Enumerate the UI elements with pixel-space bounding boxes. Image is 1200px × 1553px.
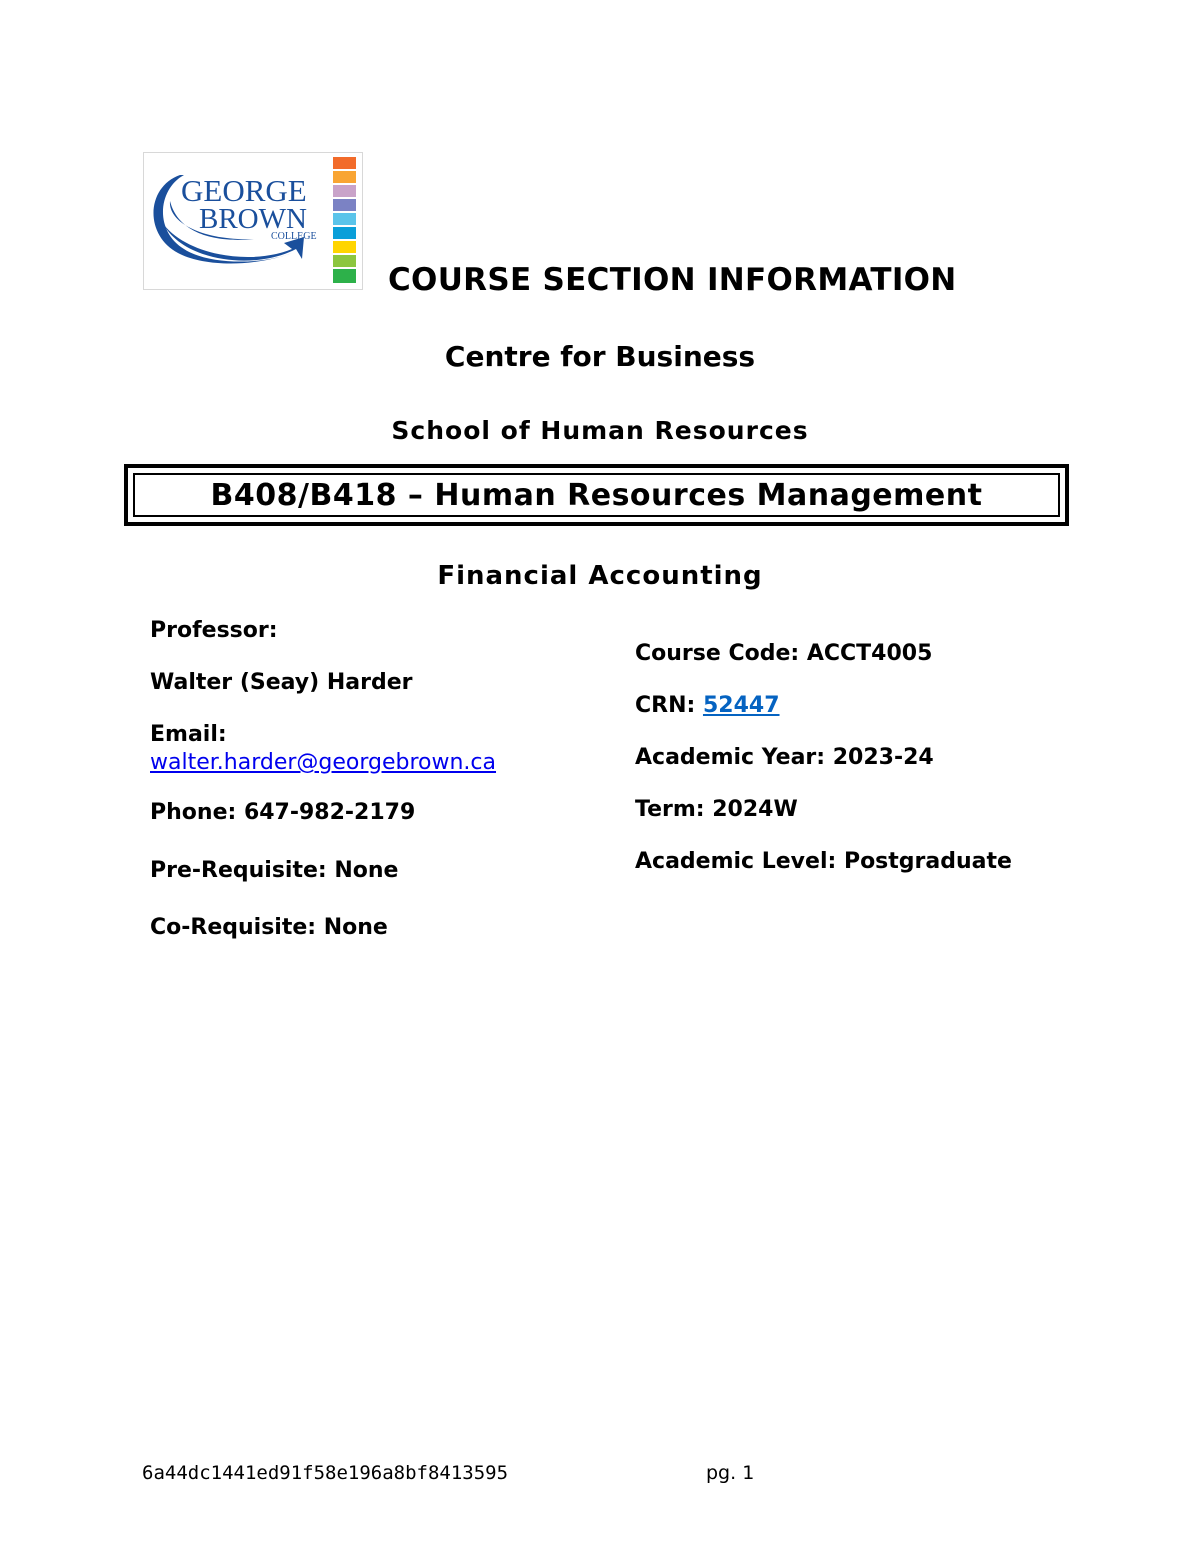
term-field: Term: 2024W bbox=[635, 797, 798, 822]
document-id: 6a44dc1441ed91f58e196a8bf8413595 bbox=[142, 1462, 509, 1484]
logo-color-stripes bbox=[333, 157, 356, 283]
prerequisite-field: Pre-Requisite: None bbox=[150, 858, 399, 883]
page-number: pg. 1 bbox=[706, 1462, 755, 1484]
crn-label: CRN: bbox=[635, 693, 703, 718]
subject-title: Financial Accounting bbox=[437, 561, 763, 591]
course-code-field: Course Code: ACCT4005 bbox=[635, 641, 933, 666]
course-title: B408/B418 – Human Resources Management bbox=[210, 477, 983, 513]
centre-title: Centre for Business bbox=[444, 340, 756, 373]
logo-text-brown: BROWN bbox=[199, 203, 307, 235]
logo-text-college: COLLEGE bbox=[271, 231, 317, 242]
george-brown-logo bbox=[143, 152, 363, 290]
email-label: Email: bbox=[150, 722, 227, 747]
email-link[interactable]: walter.harder@georgebrown.ca bbox=[150, 750, 497, 775]
crn-link[interactable]: 52447 bbox=[702, 693, 780, 718]
professor-label: Professor: bbox=[150, 618, 278, 643]
course-section-title: COURSE SECTION INFORMATION bbox=[388, 262, 957, 298]
academic-year-field: Academic Year: 2023-24 bbox=[635, 745, 934, 770]
school-title: School of Human Resources bbox=[391, 416, 809, 445]
crn-field bbox=[635, 693, 780, 719]
logo-text-george: GEORGE bbox=[181, 173, 307, 208]
academic-level-field: Academic Level: Postgraduate bbox=[635, 849, 1012, 874]
professor-name: Walter (Seay) Harder bbox=[150, 670, 413, 695]
course-title-box bbox=[124, 464, 1069, 526]
phone-field: Phone: 647-982-2179 bbox=[150, 800, 416, 825]
corequisite-field: Co-Requisite: None bbox=[150, 915, 388, 940]
